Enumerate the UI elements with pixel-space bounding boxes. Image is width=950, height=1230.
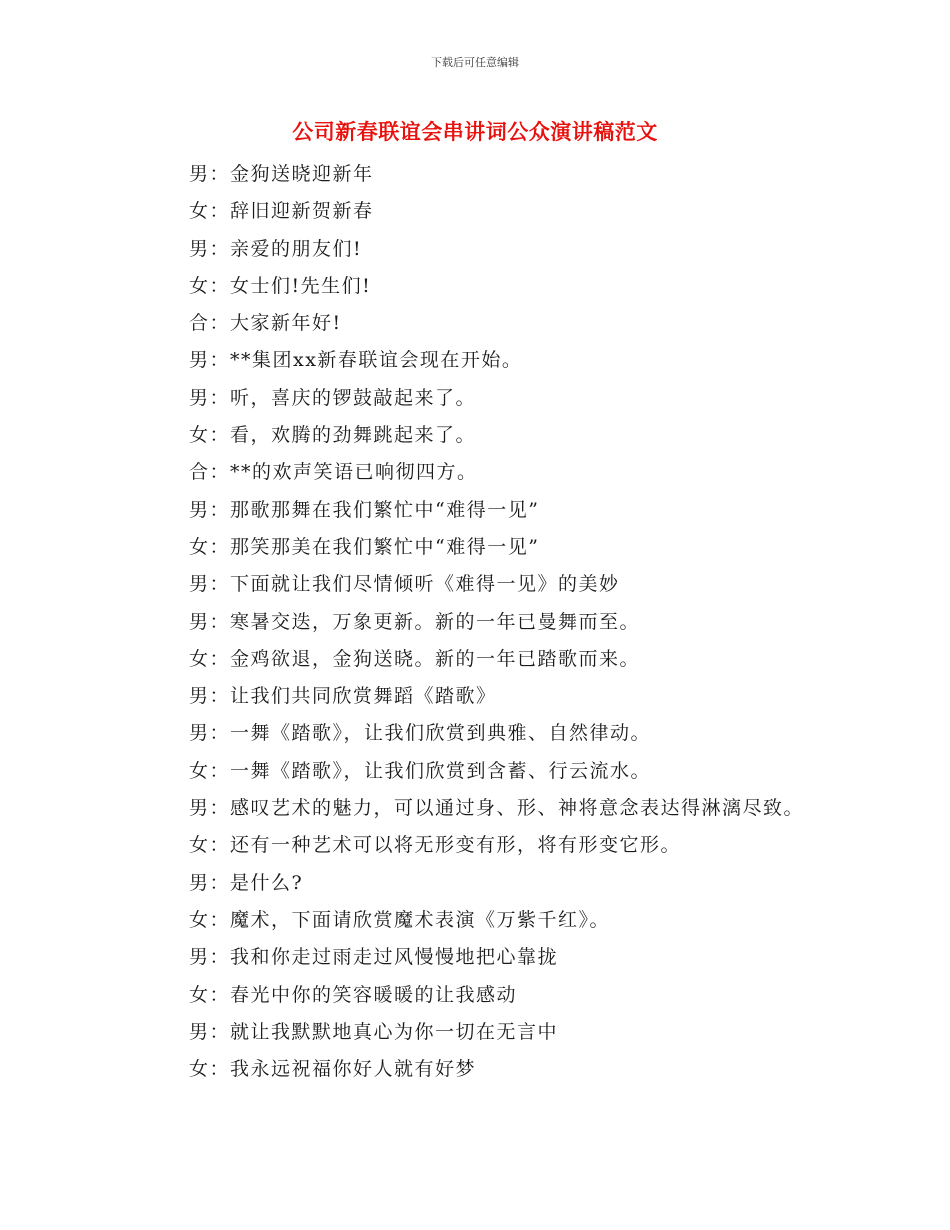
dialogue-line: 女：还有一种艺术可以将无形变有形，将有形变它形。	[189, 834, 682, 857]
dialogue-line: 男：金狗送晓迎新年	[189, 163, 374, 185]
dialogue-line: 女：我永远祝福你好人就有好梦	[189, 1058, 477, 1081]
dialogue-line: 女：春光中你的笑容暖暖的让我感动	[189, 983, 518, 1006]
dialogue-line: 男：是什么?	[189, 871, 304, 894]
document-body	[142, 156, 812, 1088]
dialogue-line: 女：一舞《踏歌》，让我们欣赏到含蓄、行云流水。	[189, 759, 652, 782]
dialogue-line: 男：那歌那舞在我们繁忙中“难得一见”	[189, 498, 540, 521]
dialogue-line: 男：感叹艺术的魅力，可以通过身、形、神将意念表达得淋漓尽致。	[189, 797, 805, 820]
dialogue-line: 男：寒暑交迭，万象更新。新的一年已曼舞而至。	[189, 610, 641, 633]
dialogue-line: 男：就让我默默地真心为你一切在无言中	[189, 1020, 559, 1043]
dialogue-line: 合：大家新年好!	[189, 312, 342, 335]
dialogue-line: 女：那笑那美在我们繁忙中“难得一见”	[189, 535, 540, 558]
dialogue-line: 女：魔术，下面请欣赏魔术表演《万紫千红》。	[189, 908, 611, 931]
dialogue-line: 男：一舞《踏歌》，让我们欣赏到典雅、自然律动。	[189, 722, 652, 745]
dialogue-line: 男：亲爱的朋友们!	[189, 237, 363, 260]
dialogue-line: 男：让我们共同欣赏舞蹈《踏歌》	[189, 685, 497, 708]
dialogue-line: 女：看，欢腾的劲舞跳起来了。	[189, 424, 477, 447]
dialogue-line: 女：金鸡欲退，金狗送晓。新的一年已踏歌而来。	[189, 647, 641, 670]
dialogue-line: 女：女士们!先生们!	[189, 274, 372, 297]
document-title: 公司新春联谊会串讲词公众演讲稿范文	[292, 120, 658, 144]
dialogue-line: 男：我和你走过雨走过风慢慢地把心靠拢	[189, 946, 559, 969]
dialogue-line: 男：**集团xx新春联谊会现在开始。	[189, 349, 523, 372]
dialogue-line: 合：**的欢声笑语已响彻四方。	[189, 461, 478, 484]
dialogue-line: 男：听，喜庆的锣鼓敲起来了。	[189, 386, 477, 409]
header-note: 下载后可任意编辑	[431, 56, 519, 69]
dialogue-line: 女：辞旧迎新贺新春	[189, 200, 374, 223]
dialogue-line: 男：下面就让我们尽情倾听《难得一见》的美妙	[189, 573, 620, 596]
